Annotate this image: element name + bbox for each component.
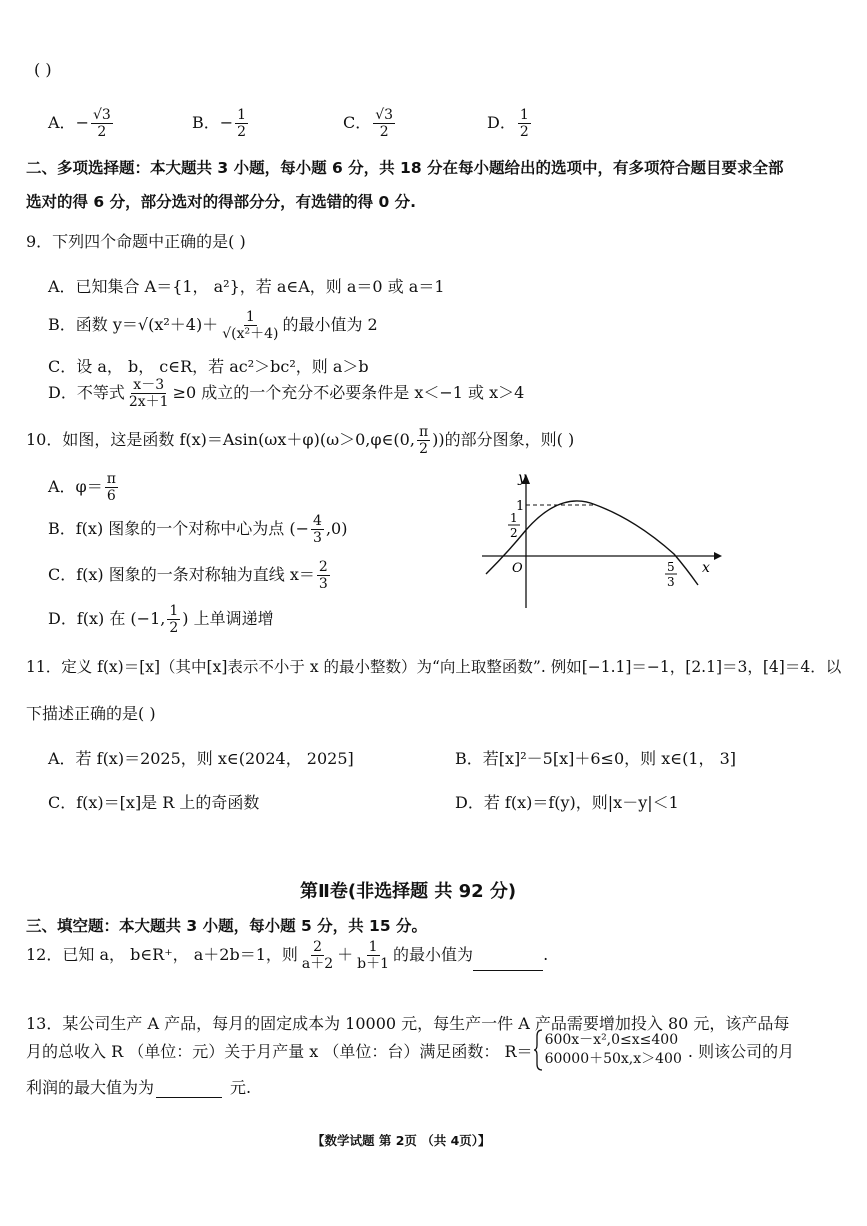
option-letter: D．: [487, 113, 516, 132]
fraction-denominator: √(x²＋4): [222, 326, 279, 342]
option-fraction: [311, 514, 324, 545]
option-letter: B．: [192, 113, 220, 132]
fraction-numerator: 1: [245, 309, 255, 325]
option-fraction: [220, 310, 280, 341]
q8-option-b: [192, 108, 250, 139]
tick-half-denominator: 2: [510, 526, 518, 540]
q8-option-c: [343, 108, 397, 139]
q9-option-d: [48, 378, 524, 409]
q11-stem-line2: 下描述正确的是( ): [26, 704, 156, 723]
answer-blank[interactable]: [156, 1083, 222, 1098]
fraction-numerator: x－3: [133, 377, 165, 393]
fraction-denominator: 2: [379, 124, 389, 140]
stem-text: ))的部分图象，则( ): [432, 430, 575, 449]
root-denominator: 3: [667, 575, 675, 589]
option-text: ,0): [325, 519, 348, 538]
q9-option-a: A．已知集合 A＝{1， a²}，若 a∈A，则 a＝0 或 a＝1: [48, 277, 445, 296]
section2-heading-line2: 选对的得 6 分，部分选对的得部分分，有选错的得 0 分.: [26, 193, 417, 211]
fraction-numerator: √3: [375, 107, 394, 123]
fraction-denominator: 2: [519, 124, 529, 140]
q8-option-a: [48, 108, 115, 139]
option-text: A．φ＝: [48, 477, 103, 496]
piecewise-cases: [545, 1031, 682, 1069]
section3-heading: 三、填空题：本大题共 3 小题，每小题 5 分，共 15 分。: [26, 917, 428, 935]
stem-text: 元.: [230, 1078, 252, 1097]
fraction-numerator: √3: [92, 107, 111, 123]
origin-label: O: [512, 561, 523, 576]
fraction-denominator: 2: [237, 124, 247, 140]
q11-option-b: B．若[x]²－5[x]＋6≤0，则 x∈(1， 3]: [455, 749, 737, 768]
fraction-numerator: 2: [318, 559, 328, 575]
option-fraction: [317, 560, 330, 591]
plus-sign: ＋: [337, 945, 354, 964]
option-sign: −: [75, 113, 89, 132]
case-1: 600x－x²,0≤x≤400: [544, 1032, 679, 1049]
answer-blank[interactable]: [473, 956, 543, 971]
q10-option-d: [48, 604, 274, 635]
fraction-denominator: 6: [106, 488, 116, 504]
option-fraction: [167, 604, 180, 635]
tick-one-label: 1: [516, 499, 525, 514]
stem-text: 10．如图，这是函数 f(x)＝Asin(ωx＋φ)(ω＞0,φ∈(0,: [26, 430, 415, 449]
q10-function-graph: [476, 468, 726, 613]
option-fraction: [127, 378, 171, 409]
q11-option-d: D．若 f(x)＝f(y)，则|x－y|＜1: [455, 793, 679, 812]
fraction-denominator: 2x＋1: [128, 394, 169, 410]
page-footer: 【数学试题 第 2页 （共 4页）】: [312, 1133, 491, 1148]
q9-option-c: C．设 a， b， c∈R，若 ac²＞bc²，则 a＞b: [48, 357, 369, 376]
option-text: B．函数 y＝√(x²＋4)＋: [48, 315, 219, 334]
q10-option-b: [48, 514, 347, 545]
q11-option-a: A．若 f(x)＝2025，则 x∈(2024， 2025]: [48, 749, 354, 768]
fraction-numerator: π: [106, 471, 116, 487]
q13-line2: [26, 1028, 794, 1072]
option-text: ) 上单调递增: [182, 609, 274, 628]
q8-answer-paren: ( ): [34, 60, 52, 79]
left-brace-icon: [533, 1028, 543, 1072]
fraction-numerator: 4: [313, 513, 322, 529]
fraction-numerator: 1: [519, 107, 529, 123]
option-text: D．不等式: [48, 383, 125, 402]
q11-option-c: C．f(x)＝[x]是 R 上的奇函数: [48, 793, 260, 812]
option-text: B．f(x) 图象的一个对称中心为点 (−: [48, 519, 310, 538]
q13-line3: [26, 1075, 251, 1098]
stem-text: 利润的最大值为为: [26, 1078, 155, 1097]
fraction-numerator: 2: [313, 939, 322, 955]
option-fraction: [235, 108, 248, 139]
fraction-denominator: 2: [419, 441, 428, 457]
q9-option-b: [48, 310, 378, 341]
q10-stem: [26, 425, 574, 456]
fraction-denominator: 3: [313, 530, 322, 546]
y-axis-label: y: [518, 470, 526, 486]
x-axis-arrow-icon: [714, 552, 722, 560]
case-2: 60000＋50x,x＞400: [544, 1051, 682, 1067]
stem-fraction: [417, 425, 430, 456]
q10-option-c: [48, 560, 332, 591]
option-fraction: [91, 108, 113, 139]
option-letter: C．: [343, 113, 372, 132]
option-sign: −: [219, 113, 234, 132]
q8-option-d: [487, 108, 533, 139]
fraction-denominator: a＋2: [301, 956, 334, 972]
fraction-denominator: 3: [318, 576, 328, 592]
fraction-denominator: b＋1: [357, 956, 390, 972]
option-text: ≥0 成立的一个充分不必要条件是 x＜−1 或 x＞4: [172, 383, 525, 402]
tick-half-numerator: 1: [510, 511, 518, 525]
fraction-denominator: 2: [97, 124, 107, 140]
option-text: C．f(x) 图象的一条对称轴为直线 x＝: [48, 565, 315, 584]
q11-stem-line1: 11．定义 f(x)＝[x]（其中[x]表示不小于 x 的最小整数）为“向上取整函数”. 例如[−1.1]＝−1，[2.1]＝3，[4]＝4．以: [26, 658, 842, 676]
q13-line1: 13．某公司生产 A 产品，每月的固定成本为 10000 元，每生产一件 A 产品需要增加投入 80 元，该产品每: [26, 1014, 790, 1033]
stem-text: 的最小值为: [393, 945, 474, 964]
q9-stem: 9．下列四个命题中正确的是( ): [26, 232, 246, 251]
x-axis-label: x: [702, 560, 710, 576]
q12-stem: [26, 940, 548, 971]
fraction-numerator: π: [418, 424, 429, 440]
option-fraction: [373, 108, 395, 139]
fraction-numerator: 1: [237, 107, 247, 123]
q10-option-a: [48, 472, 120, 503]
stem-text: 12．已知 a， b∈R⁺， a＋2b＝1，则: [26, 945, 298, 964]
stem-period: .: [543, 945, 549, 964]
section2-heading-line1: 二、多项选择题：本大题共 3 小题，每小题 6 分，共 18 分在每小题给出的选项中，有多项符合题目要求全部: [26, 159, 784, 177]
stem-text: . 则该公司的月: [687, 1041, 795, 1061]
part2-title: 第Ⅱ卷(非选择题 共 92 分): [300, 881, 517, 902]
option-text: D．f(x) 在 (−1,: [48, 609, 166, 628]
fraction-numerator: 1: [368, 939, 378, 955]
fraction-numerator: 1: [169, 603, 179, 619]
option-letter: A．: [48, 113, 76, 132]
option-fraction: [518, 108, 531, 139]
root-numerator: 5: [667, 560, 675, 574]
fraction-denominator: 2: [169, 620, 179, 636]
option-fraction: [105, 472, 118, 503]
stem-text: 月的总收入 R （单位：元）关于月产量 x （单位：台）满足函数： R＝: [26, 1041, 533, 1061]
q12-fraction-2: [355, 940, 391, 971]
q12-fraction-1: [300, 940, 335, 971]
option-text: 的最小值为 2: [282, 315, 378, 334]
